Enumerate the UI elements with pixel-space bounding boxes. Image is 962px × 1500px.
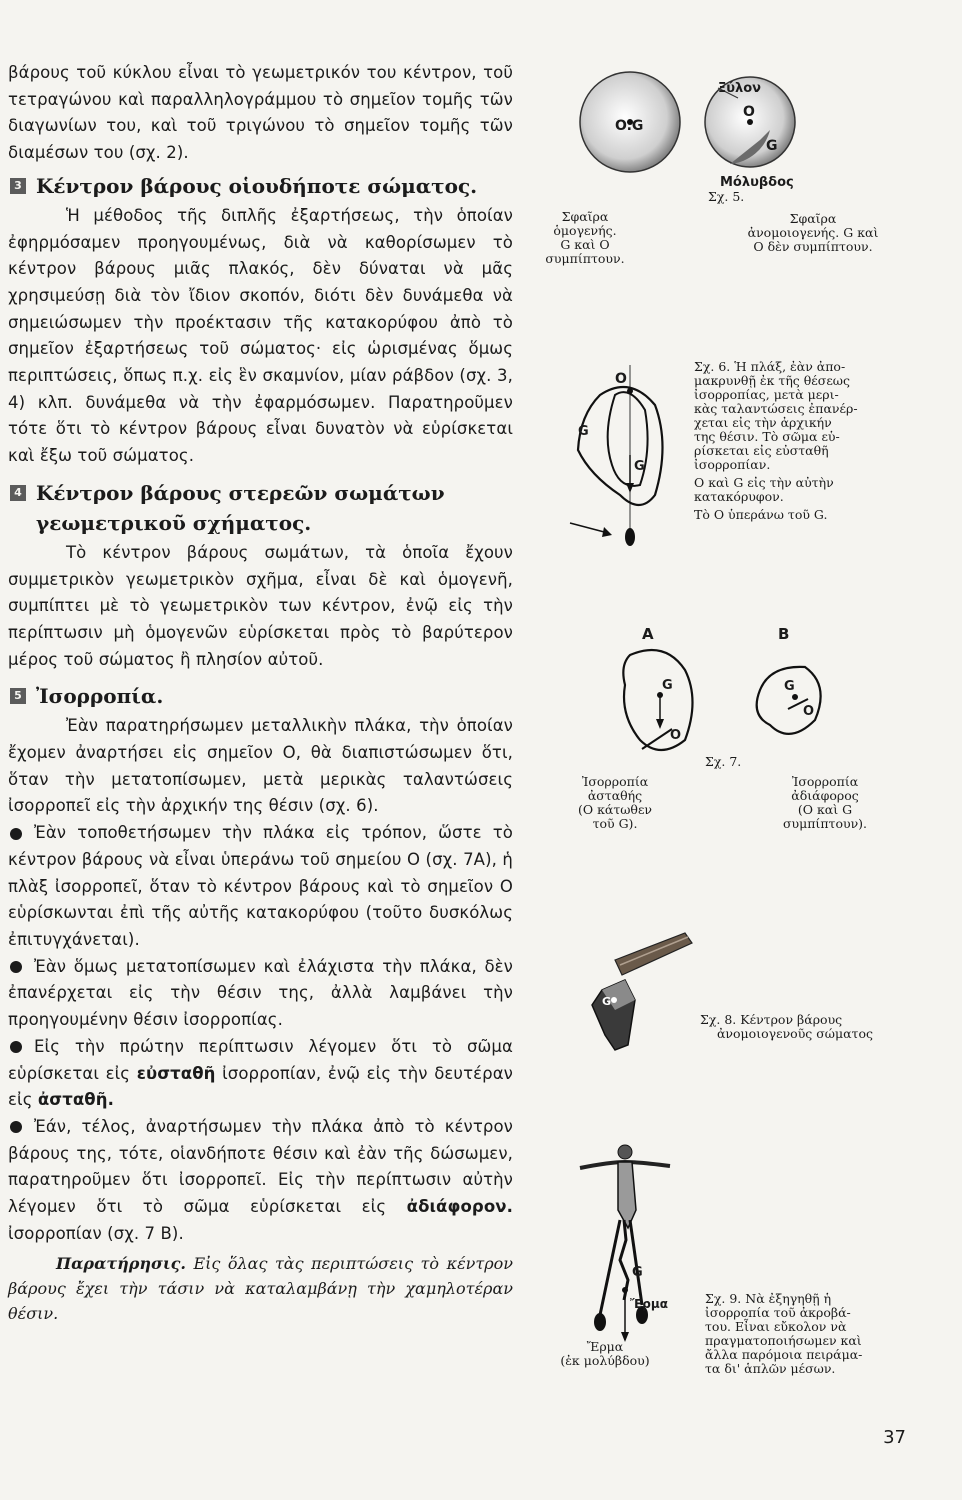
plate-a-outline bbox=[623, 650, 692, 750]
figure-6 bbox=[560, 355, 690, 555]
section-3-text: Ἡ μέθοδος τῆς διπλῆς ἐξαρτήσεως, τὴν ὁποίαν ἐφηρμόσαμεν προηγουμένως, διὰ νὰ καθορίσωμεν τὸ κέντρον βάρους μιᾶς πλακός, δὲν δύναται νὰ μᾶς χρησιμεύσῃ διὰ τὸν ἴδιον σκοπόν, διότι δὲν δυνάμεθα νὰ σημειώσωμεν τὴν προέκτασιν τῆς κατακορύφου ἀπὸ τὸ σημεῖον ἐξαρτήσεως τοῦ σώματος· εἰς ὡρισμένας ὅμως περιπτώσεις, ὅπως π.χ. εἰς ἓν σκαμνίον, μίαν ράβδον (σχ. 3, 4) κλπ. δυνάμεθα νὰ τὴν ἐφαρμόσωμεν. Παρατηροῦμεν τότε ὅτι τὸ κέντρον βάρους εἶναι δυνατὸν νὰ εὑρίσκεται καὶ ἔξω τοῦ σώματος. bbox=[8, 205, 513, 466]
bullet-icon bbox=[10, 961, 22, 973]
label-o-a: O bbox=[670, 728, 682, 743]
term-indifferent: ἀδιάφορον. bbox=[406, 1197, 513, 1217]
term-unstable: ἀσταθῆ. bbox=[37, 1090, 114, 1110]
fig9-weight-caption: Ἔρμα (ἐκ μολύβδου) bbox=[560, 1339, 650, 1368]
label-g2: G bbox=[634, 459, 645, 474]
label-lead: Μόλυβδος bbox=[720, 175, 794, 190]
plumb-bob bbox=[625, 528, 635, 546]
section-4-title: Κέντρον βάρους στερεῶν σωμάτων γεωμετρικοῦ σχήματος. bbox=[36, 480, 445, 535]
label-g: G bbox=[632, 1265, 643, 1280]
weight-left bbox=[594, 1313, 606, 1331]
label-g1: G bbox=[578, 424, 589, 439]
acrobat-body bbox=[618, 1162, 636, 1228]
term-stable: εὐσταθῆ bbox=[136, 1063, 216, 1083]
section-3-title: Κέντρον βάρους οἱουδήποτε σώματος. bbox=[36, 173, 478, 198]
label-o: O bbox=[743, 104, 755, 120]
section-5-paragraph-1: Ἐὰν παρατηρήσωμεν μεταλλικὴν πλάκα, τὴν ὁποίαν ἔχομεν ἀναρτήσει εἰς σημεῖον Ο, θὰ διαπιστώσωμεν ὅτι, ὅταν τὴν μετατοπίσωμεν, μετὰ μερικὰς ταλαντώσεις ἰσορροπεῖ εἰς τὴν ἀρχικήν της θέσιν (σχ. 6). bbox=[8, 716, 513, 816]
fig5-number: Σχ. 5. bbox=[708, 189, 745, 204]
label-b: B bbox=[778, 625, 790, 643]
section-5-paragraph-4: Εἰς τὴν πρώτην περίπτωσιν λέγομεν ὅτι τὸ σῶμα εὑρίσκεται εἰς εὐσταθῆ ἰσορροπίαν, ἐνῷ εἰς τὴν δευτέραν εἰς ἀσταθῆ. bbox=[8, 1036, 513, 1110]
fig6-caption: Σχ. 6. Ἡ πλάξ, ἐὰν ἀπο- μακρυνθῇ ἐκ τῆς θέσεως ἰσορροπίας, μετὰ μερι- κὰς ταλαντώσεις ἐπανέρ- χεται εἰς τὴν ἀρχικήν της θέσιν. Τὸ σῶμα εὑ- ρίσκεται εἰς εὐσταθῆ ἰσορροπίαν. O καὶ G εἰς τὴν αὐτὴν κατακόρυφον. Τὸ O ὑπεράνω τοῦ G. bbox=[694, 359, 858, 522]
section-number-badge: 5 bbox=[10, 688, 26, 704]
section-5-paragraph-5: Ἐάν, τέλος, ἀναρτήσωμεν τὴν πλάκα ἀπὸ τὸ κέντρον βάρους της, τότε, οἱανδήποτε θέσιν καὶ ἐὰν τῆς δώσωμεν, παρατηροῦμεν ὅτι ἰσορροπεῖ. Εἰς τὴν περίπτωσιν αὐτὴν λέγομεν ὅτι τὸ σῶμα εὑρίσκεται εἰς ἀδιάφορον. ἰσορροπίαν (σχ. 7 Β). bbox=[8, 1116, 513, 1243]
section-4-heading bbox=[8, 478, 513, 538]
label-g: G bbox=[766, 138, 778, 154]
label-wood: Ξύλον bbox=[718, 81, 762, 96]
fig5-caption-left: Σφαῖρα ὁμογενής. G καὶ O συμπίπτουν. bbox=[545, 209, 625, 266]
label-o-b: O bbox=[803, 704, 815, 719]
intro-paragraph: βάρους τοῦ κύκλου εἶναι τὸ γεωμετρικόν του κέντρον, τοῦ τετραγώνου καὶ παραλληλογράμμου τὸ σημεῖον τομῆς τῶν διαγωνίων του, καὶ τοῦ τριγώνου τὸ σημεῖον τομῆς τῶν διαμέσων του (σχ. 2). bbox=[8, 63, 513, 163]
label-og: O.G bbox=[615, 118, 644, 134]
figure-8 bbox=[580, 925, 700, 1055]
section-5-heading bbox=[8, 681, 513, 711]
fig7-caption-left: Ἰσορροπία ἀσταθής (O κάτωθεν τοῦ G). bbox=[577, 774, 653, 831]
section-5-paragraph-2: Ἐὰν τοποθετήσωμεν τὴν πλάκα εἰς τρόπον, ὥστε τὸ κέντρον βάρους νὰ εἶναι ὑπεράνω τοῦ σημείου Ο (σχ. 7Α), ἡ πλὰξ ἰσορροπεῖ, ὅταν τὸ κέντρον βάρους καὶ τὸ σημεῖον Ο εὑρίσκωνται ἐπὶ τῆς αὐτῆς κατακορύφου (τοῦτο δυσκόλως ἐπιτυγχάνεται). bbox=[8, 823, 513, 949]
figure-5 bbox=[570, 70, 810, 190]
section-5-title: Ἰσορροπία. bbox=[36, 684, 164, 709]
section-4-text: Τὸ κέντρον βάρους σωμάτων, τὰ ὁποῖα ἔχουν συμμετρικὸν γεωμετρικὸν σχῆμα, εἶναι δὲ καὶ ὁμογενῆ, συμπίπτει μὲ τὸ γεωμετρικὸν των κέντρον, ἐνῷ εἰς τὴν περίπτωσιν μὴ ὁμογενῶν εὑρίσκεται πρὸς τὸ βαρύτερον μέρος τοῦ σώματος ἢ πλησίον αὐτοῦ. bbox=[8, 542, 513, 669]
plate-outline bbox=[578, 387, 663, 505]
bullet-icon bbox=[10, 828, 22, 840]
left-column bbox=[8, 60, 513, 1342]
fig7-number: Σχ. 7. bbox=[705, 754, 742, 769]
section-number-badge: 3 bbox=[10, 178, 26, 194]
label-a: A bbox=[642, 625, 654, 643]
plate-b-outline bbox=[757, 667, 821, 734]
note-paragraph: Παρατήρησις. Εἰς ὅλας τὰς περιπτώσεις τὸ κέντρον βάρους ἔχει τὴν τάσιν νὰ καταλαμβάνῃ τὴν χαμηλοτέραν θέσιν. bbox=[8, 1254, 513, 1324]
bullet-icon bbox=[10, 1041, 22, 1053]
label-g-b: G bbox=[784, 679, 795, 694]
label-g-a: G bbox=[662, 678, 673, 693]
fig7-caption-right: Ἰσορροπία ἀδιάφορος (O καὶ G συμπίπτουν). bbox=[782, 774, 868, 831]
figure-7 bbox=[590, 625, 870, 765]
figure-9 bbox=[570, 1140, 700, 1340]
label-o: O bbox=[615, 371, 627, 387]
section-number-badge: 4 bbox=[10, 485, 26, 501]
fig5-caption-right: Σφαῖρα ἀνομοιογενής. G καὶ O δὲν συμπίπτουν. bbox=[747, 211, 879, 254]
fig8-caption: Σχ. 8. Κέντρον βάρους ἀνομοιογενοῦς σώματος bbox=[700, 1012, 874, 1041]
acrobat-head bbox=[618, 1145, 632, 1159]
section-3-heading bbox=[8, 171, 513, 201]
note-label: Παρατήρησις. bbox=[56, 1254, 186, 1274]
bullet-icon bbox=[10, 1121, 22, 1133]
label-weight: Ἔρμα bbox=[630, 1297, 668, 1311]
section-5-paragraph-3: Ἐὰν ὅμως μετατοπίσωμεν καὶ ἐλάχιστα τὴν πλάκα, δὲν ἐπανέρχεται εἰς τὴν θέσιν της, ἀλλὰ λαμβάνει τὴν προηγουμένην θέσιν ἰσορροπίας. bbox=[8, 956, 513, 1030]
page-number: 37 bbox=[883, 1427, 906, 1448]
label-g: G bbox=[602, 995, 612, 1008]
fig9-caption: Σχ. 9. Νὰ ἐξηγηθῇ ἡ ἰσορροπία τοῦ ἀκροβά- του. Εἶναι εὔκολον νὰ πραγματοποιήσωμεν καὶ ἄλλα παρόμοια πειράμα- τα δι' ἁπλῶν μέσων. bbox=[705, 1291, 863, 1376]
